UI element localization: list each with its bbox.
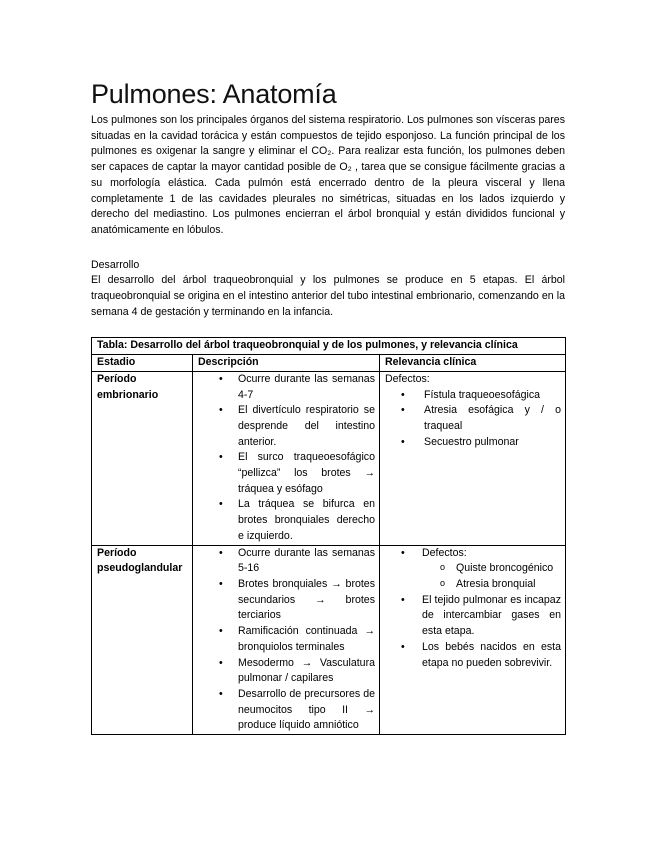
relevance-cell [380, 545, 566, 734]
header-description: Descripción [193, 355, 380, 372]
table-row [92, 545, 566, 734]
stage-cell: Período embrionario [92, 371, 193, 545]
description-cell [193, 545, 380, 734]
sub-list-item: o Atresia bronquial [422, 577, 561, 593]
list-item: • Los bebés nacidos en esta etapa no pueden sobrevivir. [385, 640, 561, 671]
list-item: • Desarrollo de precursores de neumocitos tipo II → produce líquido amniótico [198, 687, 375, 734]
list-item: • Secuestro pulmonar [385, 435, 561, 451]
list-item: • El divertículo respiratorio se desprende del intestino anterior. [198, 403, 375, 450]
stage-cell: Período pseudoglandular [92, 545, 193, 734]
list-item: • El surco traqueoesofágico “pellizca” los brotes → tráquea y esófago [198, 450, 375, 497]
list-item: • Ocurre durante las semanas 5-16 [198, 546, 375, 577]
intro-paragraph: Los pulmones son los principales órganos del sistema respiratorio. Los pulmones son vísceras pares situadas en la cavidad torácica y están compuestos de tejido esponjoso. La función principal de los pulmones es oxigenar la sangre y eliminar el CO₂. Para realizar esta función, los pulmones deben ser capaces de captar la mayor cantidad posible de O₂ , tarea que se consigue fácilmente gracias a su morfología elástica. Cada pulmón está encerrado dentro de la pleura visceral y llena completamente 1 de las cavidades pleurales no simétricas, situadas en los lados izquierdo y derecho del mediastino. Los pulmones encierran el árbol bronquial y están divididos funcional y anatómicamente en lóbulos. [91, 114, 565, 236]
section-heading: Desarrollo [91, 258, 140, 271]
development-paragraph: El desarrollo del árbol traqueobronquial y los pulmones se produce en 5 etapas. El árbol traqueobronquial se origina en el intestino anterior del tubo intestinal embrionario, comenzando en la semana 4 de gestación y terminando en la infancia. [91, 274, 565, 318]
table-caption: Tabla: Desarrollo del árbol traqueobronquial y de los pulmones, y relevancia clínica [92, 338, 566, 355]
table-caption-row [92, 338, 566, 355]
list-item: • Ramificación continuada → bronquiolos terminales [198, 624, 375, 655]
table-header-row [92, 355, 566, 372]
list-item: • Fístula traqueoesofágica [385, 388, 561, 404]
defects-label: Defectos: [385, 372, 430, 385]
list-item: • Brotes bronquiales → brotes secundarios → brotes terciarios [198, 577, 375, 624]
header-relevance: Relevancia clínica [380, 355, 566, 372]
development-table [91, 337, 566, 735]
defects-label: Defectos: [422, 546, 467, 559]
table-row [92, 371, 566, 545]
list-item: • Atresia esofágica y / o traqueal [385, 403, 561, 434]
list-item: • Mesodermo → Vasculatura pulmonar / capilares [198, 656, 375, 687]
list-item [385, 546, 561, 593]
header-stage: Estadio [92, 355, 193, 372]
page-title: Pulmones: Anatomía [91, 79, 337, 109]
sub-list-item: o Quiste broncogénico [422, 561, 561, 577]
description-cell [193, 371, 380, 545]
list-item: • El tejido pulmonar es incapaz de intercambiar gases en esta etapa. [385, 593, 561, 640]
list-item: • La tráquea se bifurca en brotes bronquiales derecho e izquierdo. [198, 497, 375, 544]
relevance-cell [380, 371, 566, 545]
list-item: • Ocurre durante las semanas 4-7 [198, 372, 375, 403]
